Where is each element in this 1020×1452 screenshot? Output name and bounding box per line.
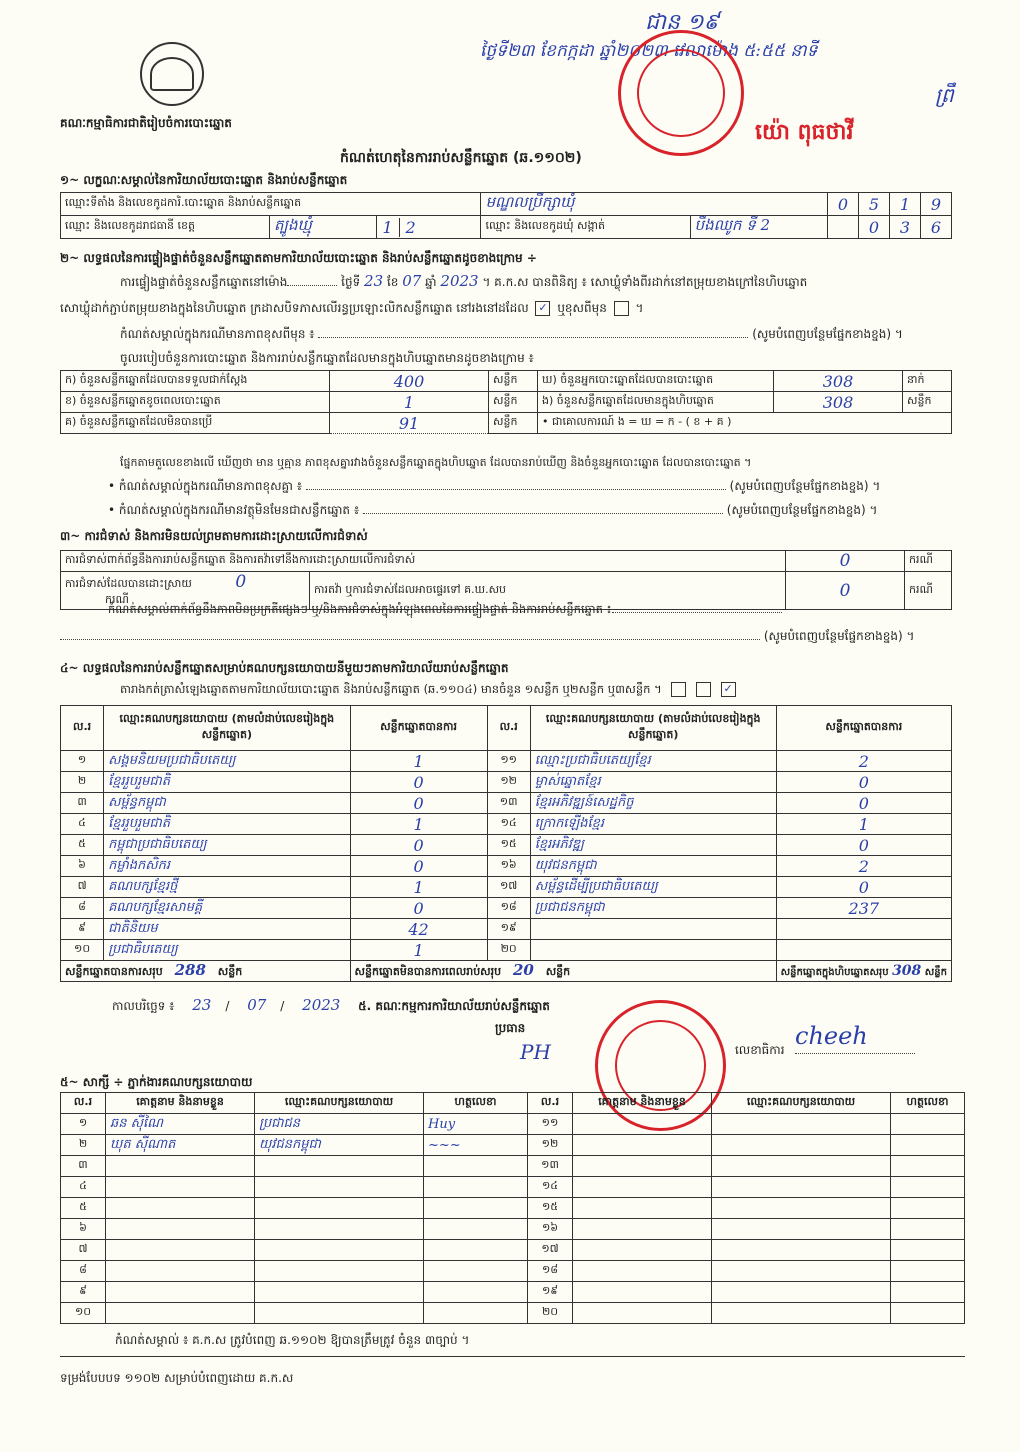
seal-line-text: សោឃ្លុំដាក់ភ្ជាប់តម្រុយខាងក្នុងនៃហិបឆ្នោត ក្រដាសបិទភាសលើរន្ធប្រឡោះលិកសន្លឹកឆ្នោត នៅរងនៅដដែល (60, 301, 529, 315)
count-left-value: 1 (330, 392, 489, 413)
witness-name: ឃុត ស៊ីណាត (106, 1135, 255, 1156)
witness-sign (424, 1219, 528, 1240)
witness-name: ឆន ស៊ីណៃ (106, 1114, 255, 1135)
witness-sign (891, 1156, 965, 1177)
col-party: ឈ្មោះគណបក្សនយោបាយ (តាមលំដាប់លេខរៀងក្នុងសន្លឹកឆ្នោត) (104, 706, 350, 751)
party-no: ៥ (61, 835, 104, 856)
count-right-value: 308 (774, 371, 903, 392)
party-votes: 237 (776, 898, 951, 919)
fill-more-2: (សូមបំពេញបន្ថែមផ្នែកខាងខ្នង) ។ (729, 479, 881, 493)
location-code-4: 9 (921, 193, 952, 216)
witness-party (255, 1261, 424, 1282)
witness-sign (891, 1282, 965, 1303)
location-label: ឈ្មោះទីតាំង និងលេខកូដការិ.បោះឆ្នោត និងរាប់សន្លឹកឆ្នោត (61, 193, 481, 216)
section2-intro: ចូលរបៀបចំនួនការបោះឆ្នោត និងការរាប់សន្លឹកឆ្នោតដែលមានក្នុងហិបឆ្នោតមានដូចខាងក្រោម ៖ (120, 351, 534, 365)
province-value: ត្បូងឃ្មុំ (270, 216, 377, 239)
party-no: ៣ (61, 793, 104, 814)
witness-no: ២០ (528, 1303, 573, 1324)
witness-sign (424, 1156, 528, 1177)
diff-note-line (120, 326, 903, 344)
witness-sign (891, 1303, 965, 1324)
footer-note: កំណត់សម្គាល់ ៖ គ.ក.ស ត្រូវបំពេញ ឆ.១១០២ ឱ្យបានត្រឹមត្រូវ ចំនួន ៣ច្បាប់ ។ (115, 1333, 470, 1347)
party-no: ១៥ (487, 835, 530, 856)
transfer-value: 0 (786, 572, 905, 610)
party-votes: 0 (350, 835, 487, 856)
witness-sign (424, 1261, 528, 1282)
section3-note-line2 (60, 628, 914, 646)
fill-more-1: (សូមបំពេញបន្ថែមផ្នែកខាងខ្នង) ។ (752, 327, 903, 341)
totals-row (61, 961, 952, 982)
witness-party (712, 1114, 891, 1135)
ballot-count-table (60, 370, 952, 434)
transfer-unit: ករណី (905, 572, 952, 610)
verify-text: ។ គ.ក.ស បានពិនិត្យ ៖ សោឃ្លុំទាំងពីរដាក់នៅតម្រុយខាងក្រៅនៃហិបឆ្នោត (482, 275, 808, 289)
bullet-object-label: • កំណត់សម្គាល់ក្នុងករណីមានវត្ថុមិនមែនជាសន្លឹកឆ្នោត ៖ (108, 503, 360, 517)
ballot-count-row (61, 413, 952, 434)
party-row (61, 772, 952, 793)
witness-name (573, 1282, 712, 1303)
witness-name (573, 1261, 712, 1282)
witness-row (61, 1219, 965, 1240)
witness-party: យុវជនកម្ពុជា (255, 1135, 424, 1156)
witness-row (61, 1261, 965, 1282)
witness-sign (424, 1303, 528, 1324)
party-name: សម្ព័ន្ធដើម្បីប្រជាធិបតេយ្យ (530, 877, 776, 898)
witness-row (61, 1114, 965, 1135)
party-no: ១៨ (487, 898, 530, 919)
witness-no: ៣ (61, 1156, 106, 1177)
witness-sign (891, 1135, 965, 1156)
section3-heading: ៣~ ការជំទាស់ និងការមិនយល់ព្រមតាមការដោះស្រាយលើការជំទាស់ (60, 529, 368, 543)
chair-label: ប្រធាន (495, 1021, 526, 1035)
party-votes (776, 940, 951, 961)
party-no: ១៤ (487, 814, 530, 835)
witness-no: ១០ (61, 1303, 106, 1324)
location-value: មណ្ឌលប្រឹក្សាឃុំ (481, 193, 828, 216)
witness-no: ៨ (61, 1261, 106, 1282)
resolved-unit: ករណី (105, 593, 129, 606)
party-votes: 0 (776, 772, 951, 793)
col-votes-right: សន្លឹកឆ្នោតបានការ (776, 706, 951, 751)
party-row (61, 898, 952, 919)
objection-label: ការជំទាស់ពាក់ព័ន្ធនឹងការរាប់សន្លឹកឆ្នោត និងការតវ៉ាទៅនឹងការដោះស្រាយលើការជំទាស់ (61, 551, 786, 572)
witness-party (712, 1177, 891, 1198)
col-party-right: ឈ្មោះគណបក្សនយោបាយ (តាមលំដាប់លេខរៀងក្នុងសន្លឹកឆ្នោត) (530, 706, 776, 751)
witness-party (255, 1177, 424, 1198)
party-votes: 1 (350, 940, 487, 961)
witness-no: ១៨ (528, 1261, 573, 1282)
party-votes: 0 (350, 793, 487, 814)
party-no: ២ (61, 772, 104, 793)
witness-party (255, 1198, 424, 1219)
count-right-label: • ជាគោលការណ៍ ង = ឃ = ក - ( ខ + គ ) (538, 413, 952, 434)
org-logo (140, 42, 204, 106)
province-label: ឈ្មោះ និងលេខកូដរាជធានី ខេត្ត (61, 216, 270, 239)
commune-code-1: 0 (859, 216, 890, 239)
witness-no: ១២ (528, 1135, 573, 1156)
witness-no: ១៥ (528, 1198, 573, 1219)
total-invalid-unit: សន្លឹក (545, 965, 571, 978)
w-col-party-right: ឈ្មោះគណបក្សនយោបាយ (712, 1093, 891, 1114)
witness-sign (891, 1240, 965, 1261)
witness-no: ២ (61, 1135, 106, 1156)
party-no: ១៦ (487, 856, 530, 877)
total-box-unit: សន្លឹក (924, 966, 947, 978)
committee-label: ៥. គណៈកម្មការការិយាល័យរាប់សន្លឹកឆ្នោត (358, 999, 550, 1013)
section3-note-label: កំណត់សម្គាល់ពាក់ព័ន្ធនឹងភាពមិនប្រក្រតីផ្សេងៗ ឬ/និងការជំទាស់ក្នុងអំឡុងពេលនៃការផ្ទៀងផ្ទាត់ និងការរាប់សន្លឹកឆ្នោត ៖ (108, 602, 612, 616)
count-left-label: គ) ចំនួនសន្លឹកឆ្នោតដែលមិនបានប្រើ (61, 413, 330, 434)
witness-party (712, 1303, 891, 1324)
secretary-signature: cheeh (795, 1022, 868, 1050)
party-name: សង្គមនិយមប្រជាធិបតេយ្យ (104, 751, 350, 772)
witness-party: ប្រជាជន (255, 1114, 424, 1135)
witness-table (60, 1092, 965, 1324)
witness-sign (891, 1198, 965, 1219)
section4-heading: ៤~ លទ្ធផលនៃការរាប់សន្លឹកឆ្នោតសម្រាប់គណបក្សនយោបាយនីមួយៗតាមការិយាល័យរាប់សន្លឹកឆ្នោត (60, 661, 509, 675)
section3-note (108, 602, 782, 619)
form-footer: ទម្រង់បែបបទ ១១០២ សម្រាប់បំពេញដោយ គ.ក.ស (60, 1371, 294, 1385)
witness-party (255, 1303, 424, 1324)
witness-no: ១ (61, 1114, 106, 1135)
party-name: ខ្មែររួបរួមជាតិ (104, 772, 350, 793)
date-year: 2023 (302, 996, 341, 1014)
witness-name (573, 1198, 712, 1219)
location-code-1: 0 (828, 193, 859, 216)
w-col-name-right: គោត្តនាម និងនាមខ្លួន (573, 1093, 712, 1114)
witness-no: ១៩ (528, 1282, 573, 1303)
total-invalid-value: 20 (512, 961, 534, 979)
witness-name (106, 1219, 255, 1240)
witness-no: ១៦ (528, 1219, 573, 1240)
witness-name (106, 1261, 255, 1282)
party-no: ១២ (487, 772, 530, 793)
party-name: ឈ្មោះប្រជាធិបតេយ្យខ្មែរ (530, 751, 776, 772)
party-votes: 0 (350, 772, 487, 793)
party-name (530, 940, 776, 961)
section4-intro: តារាងកត់ត្រាសំឡេងឆ្នោតតាមការិយាល័យបោះឆ្នោត និងរាប់សន្លឹកឆ្នោត (ឆ.១១០៤) មានចំនួន ១សន្លឹក ឬ២សន្លឹក ឬ៣សន្លឹក ។ (120, 682, 662, 696)
party-row (61, 814, 952, 835)
witness-name (106, 1177, 255, 1198)
col-votes: សន្លឹកឆ្នោតបានការ (350, 706, 487, 751)
ballot-count-row (61, 371, 952, 392)
bullet-diff-line (108, 478, 880, 496)
witness-no: ៤ (61, 1177, 106, 1198)
witness-party (712, 1240, 891, 1261)
secretary-label: លេខាធិការ (735, 1043, 785, 1057)
witness-name (106, 1156, 255, 1177)
witness-party (712, 1135, 891, 1156)
party-row (61, 940, 952, 961)
witness-no: ១៣ (528, 1156, 573, 1177)
location-code-2: 5 (859, 193, 890, 216)
count-left-unit: សន្លឹក (489, 413, 538, 434)
witness-party (255, 1219, 424, 1240)
party-name: ប្រជាធិបតេយ្យ (104, 940, 350, 961)
party-row (61, 793, 952, 814)
verify-line (120, 272, 807, 292)
party-row (61, 919, 952, 940)
count-right-label: ង) ចំនួនសន្លឹកឆ្នោតដែលមានក្នុងហិបឆ្នោត (538, 392, 774, 413)
party-no: ១៩ (487, 919, 530, 940)
total-box-value: 308 (892, 962, 922, 979)
witness-row (61, 1156, 965, 1177)
section1-table (60, 192, 952, 239)
party-votes: 1 (350, 877, 487, 898)
witness-sign (424, 1198, 528, 1219)
witness-no: ១១ (528, 1114, 573, 1135)
three-sheet-checkbox[interactable]: ✓ (721, 682, 736, 697)
ballot-count-row (61, 392, 952, 413)
witness-name (573, 1303, 712, 1324)
two-sheet-checkbox[interactable] (696, 682, 711, 697)
witness-name (573, 1156, 712, 1177)
total-valid-label: សន្លឹកឆ្នោតបានការសរុប (65, 965, 163, 978)
party-name: ប្រជាជនកម្ពុជា (530, 898, 776, 919)
total-box (776, 961, 951, 982)
witness-party (255, 1282, 424, 1303)
party-row (61, 835, 952, 856)
count-left-value: 400 (330, 371, 489, 392)
count-left-value: 91 (330, 413, 489, 434)
party-name: ខ្មែររួបរួមជាតិ (104, 814, 350, 835)
witness-name (573, 1114, 712, 1135)
total-box-label: សន្លឹកឆ្នោតក្នុងហិបឆ្នោតសរុប (780, 966, 889, 978)
witness-row (61, 1177, 965, 1198)
witness-name (106, 1282, 255, 1303)
footer-divider (60, 1356, 965, 1357)
count-left-label: ក) ចំនួនសន្លឹកឆ្នោតដែលបានទទួលជាក់ស្តែង (61, 371, 330, 392)
date-month: 07 (247, 996, 267, 1014)
col-no: ល.រ (61, 706, 104, 751)
party-row (61, 877, 952, 898)
witness-sign (891, 1261, 965, 1282)
witness-row (61, 1198, 965, 1219)
compare-line: ផ្នែកតាមតួលេខខាងលើ ឃើញថា មាន ឬគ្មាន ភាពខុសគ្នារវាងចំនួនសន្លឹកឆ្នោតក្នុងហិបឆ្នោត ដែលបានរាប់ឃើញ និងចំនួនអ្នកបោះឆ្នោត ដែលបានបោះឆ្នោត ។ (120, 456, 752, 469)
witness-sign: ~~~ (424, 1135, 528, 1156)
section1-heading: ១~ លក្ខណៈសម្គាល់នៃការិយាល័យបោះឆ្នោត និងរាប់សន្លឹកឆ្នោត (60, 173, 348, 187)
party-votes: 1 (776, 814, 951, 835)
party-name: គណបក្សខ្មែរសាមគ្គី (104, 898, 350, 919)
date-day: 23 (192, 996, 212, 1014)
party-votes: 0 (776, 835, 951, 856)
party-no: ១៣ (487, 793, 530, 814)
witness-party (255, 1240, 424, 1261)
commune-value: បឹងឈូក ទី 2 (690, 216, 827, 239)
total-invalid (350, 961, 776, 982)
count-right-unit: សន្លឹក (903, 392, 952, 413)
resolved-value: 0 (235, 572, 247, 592)
w-col-sign-right: ហត្ថលេខា (891, 1093, 965, 1114)
witness-party (712, 1198, 891, 1219)
party-no: ៤ (61, 814, 104, 835)
party-name: ជាតិនិយម (104, 919, 350, 940)
bullet-diff-label: • កំណត់សម្គាល់ក្នុងករណីមានភាពខុសគ្នា ៖ (108, 479, 303, 493)
witness-party (712, 1261, 891, 1282)
witness-party (712, 1282, 891, 1303)
witness-sign (424, 1282, 528, 1303)
count-right-unit: នាក់ (903, 371, 952, 392)
party-no: ១១ (487, 751, 530, 772)
witness-name (106, 1240, 255, 1261)
party-no: ១៧ (487, 877, 530, 898)
commune-code-3: 6 (921, 216, 952, 239)
witness-sign (424, 1177, 528, 1198)
witness-name (106, 1198, 255, 1219)
count-right-label: ឃ) ចំនួនអ្នកបោះឆ្នោតដែលបានបោះឆ្នោត (538, 371, 774, 392)
witness-party (712, 1219, 891, 1240)
party-votes: 42 (350, 919, 487, 940)
party-votes: 1 (350, 814, 487, 835)
count-left-unit: សន្លឹក (489, 392, 538, 413)
witness-no: ១៧ (528, 1240, 573, 1261)
party-votes: 0 (776, 877, 951, 898)
fill-more-4: (សូមបំពេញបន្ថែមផ្នែកខាងខ្នង) ។ (763, 629, 915, 643)
same-checkbox[interactable]: ✓ (535, 301, 550, 316)
witness-name (573, 1177, 712, 1198)
total-invalid-label: សន្លឹកឆ្នោតមិនបានការពេលរាប់សរុប (354, 965, 502, 978)
party-name (530, 919, 776, 940)
witness-sign (891, 1177, 965, 1198)
party-no: ១ (61, 751, 104, 772)
section5-heading: ៥~ សាក្សី ÷ ភ្នាក់ងារគណបក្សនយោបាយ (60, 1075, 253, 1089)
party-name: ក្រោកឡើងខ្មែរ (530, 814, 776, 835)
witness-name (573, 1240, 712, 1261)
verify-month: 07 (402, 272, 422, 290)
witness-no: ៦ (61, 1219, 106, 1240)
red-stamp-name: យ៉ោ ពុធថាវី (755, 120, 854, 145)
office-seal-top (618, 30, 744, 156)
commune-label: ឈ្មោះ និងលេខកូដឃុំ សង្កាត់ (481, 216, 690, 239)
different-label: ឬខុសពីមុន (557, 301, 607, 315)
party-name: កម្លាំងកសិករ (104, 856, 350, 877)
witness-sign (891, 1219, 965, 1240)
verify-year: 2023 (440, 272, 479, 290)
verify-day: 23 (364, 272, 384, 290)
party-results-table (60, 705, 952, 982)
party-no: ៨ (61, 898, 104, 919)
verify-time-label: ការផ្ទៀងផ្ទាត់ចំនួនសន្លឹកឆ្នោតនៅម៉ោង (120, 275, 288, 289)
party-name: ខ្មែរអភិវឌ្ឍន៍សេដ្ឋកិច្ច (530, 793, 776, 814)
resolved-label-text: ការជំទាស់ដែលបានដោះស្រាយ (65, 577, 192, 590)
count-right-value: 308 (774, 392, 903, 413)
diff-note-label: កំណត់សម្គាល់ក្នុងករណីមានភាពខុសពីមុន ៖ (120, 327, 315, 341)
witness-row (61, 1303, 965, 1324)
party-row (61, 751, 952, 772)
party-votes: 2 (776, 751, 951, 772)
party-no: ៦ (61, 856, 104, 877)
verify-year-label: ឆ្នាំ (425, 275, 437, 289)
total-valid (61, 961, 351, 982)
witness-no: ១៤ (528, 1177, 573, 1198)
w-col-no: ល.រ (61, 1093, 106, 1114)
province-code-1: 1 (377, 218, 400, 237)
witness-party (712, 1156, 891, 1177)
chair-signature: PH (520, 1040, 551, 1064)
location-code-3: 1 (890, 193, 921, 216)
verify-month-label: ខែ (386, 275, 399, 289)
party-votes: 2 (776, 856, 951, 877)
one-sheet-checkbox[interactable] (671, 682, 686, 697)
received-note-2: ព្រឹ (935, 83, 954, 107)
witness-party (255, 1156, 424, 1177)
date-label: កាលបរិច្ឆេទ ៖ (112, 999, 175, 1013)
witness-no: ៥ (61, 1198, 106, 1219)
count-left-label: ខ) ចំនួនសន្លឹកឆ្នោតខូចពេលបោះឆ្នោត (61, 392, 330, 413)
fill-more-3: (សូមបំពេញបន្ថែមផ្នែកខាងខ្នង) ។ (726, 503, 878, 517)
party-name: កម្ពុជាប្រជាធិបតេយ្យ (104, 835, 350, 856)
witness-sign (891, 1114, 965, 1135)
party-no: ១០ (61, 940, 104, 961)
w-col-sign: ហត្ថលេខា (424, 1093, 528, 1114)
witness-row (61, 1282, 965, 1303)
witness-sign (424, 1240, 528, 1261)
party-votes: 0 (776, 793, 951, 814)
section2-heading: ២~ លទ្ធផលនៃការផ្ទៀងផ្ទាត់ចំនួនសន្លឹកឆ្នោតតាមការិយាល័យបោះឆ្នោត និងរាប់សន្លឹកឆ្នោតដូចខាងក្រោម ÷ (60, 251, 537, 265)
bullet-object-line (108, 502, 877, 520)
party-name: គណបក្សខ្មែរថ្មី (104, 877, 350, 898)
commune-code-2: 3 (890, 216, 921, 239)
party-name: ខ្មែរអភិវឌ្ឍ (530, 835, 776, 856)
date-line: កាលបរិច្ឆេទ ៖ 23 / 07 / 2023 ៥. គណៈកម្មការការិយាល័យរាប់សន្លឹកឆ្នោត (112, 996, 550, 1014)
witness-name (573, 1219, 712, 1240)
party-no: ៩ (61, 919, 104, 940)
form-title: កំណត់ហេតុនៃការរាប់សន្លឹកឆ្នោត (ឆ.១១០២) (340, 150, 582, 166)
province-code-2: 2 (405, 217, 416, 237)
party-name: យុវជនកម្ពុជា (530, 856, 776, 877)
party-no: ២០ (487, 940, 530, 961)
party-votes: 0 (350, 856, 487, 877)
objection-table (60, 550, 952, 610)
witness-name (573, 1135, 712, 1156)
secretary-line (795, 1053, 915, 1054)
party-name: សម្ព័ន្ធកម្ពុជា (104, 793, 350, 814)
transfer-label: ការតវ៉ា ឬការជំទាស់ដែលអាចផ្ទេរទៅ គ.ឃ.សប (310, 572, 786, 610)
w-col-no-right: ល.រ (528, 1093, 573, 1114)
different-checkbox[interactable] (614, 301, 629, 316)
seal-line: សោឃ្លុំដាក់ភ្ជាប់តម្រុយខាងក្នុងនៃហិបឆ្នោត ក្រដាសបិទភាសលើរន្ធប្រឡោះលិកសន្លឹកឆ្នោត នៅរងនៅដដែល ✓ ឬខុសពីមុន ។ (60, 301, 644, 315)
section4-intro-line (120, 682, 739, 699)
col-no-right: ល.រ (487, 706, 530, 751)
party-name: ម្ចាស់ឆ្នោតខ្មែរ (530, 772, 776, 793)
stamp-top-number: ជាន ១៩ (645, 10, 720, 35)
party-row (61, 856, 952, 877)
witness-row (61, 1240, 965, 1261)
objection-value: 0 (786, 551, 905, 572)
party-votes (776, 919, 951, 940)
verify-day-label: ថ្ងៃទី (341, 275, 361, 289)
witness-row (61, 1135, 965, 1156)
w-col-name: គោត្តនាម និងនាមខ្លួន (106, 1093, 255, 1114)
total-valid-value: 288 (174, 961, 206, 979)
received-note: ថ្ងៃទី២៣ ខែកក្កដា ឆ្នាំ២០២៣ វេលាម៉ោង ៥:៥៥ នាទី (480, 41, 818, 61)
witness-no: ៩ (61, 1282, 106, 1303)
party-no: ៧ (61, 877, 104, 898)
objection-unit: ករណី (905, 551, 952, 572)
witness-no: ៧ (61, 1240, 106, 1261)
party-votes: 1 (350, 751, 487, 772)
total-valid-unit: សន្លឹក (217, 965, 243, 978)
party-votes: 0 (350, 898, 487, 919)
count-left-unit: សន្លឹក (489, 371, 538, 392)
witness-name (106, 1303, 255, 1324)
w-col-party: ឈ្មោះគណបក្សនយោបាយ (255, 1093, 424, 1114)
witness-sign: Huy (424, 1114, 528, 1135)
org-name: គណៈកម្មាធិការជាតិរៀបចំការបោះឆ្នោត (60, 116, 232, 130)
